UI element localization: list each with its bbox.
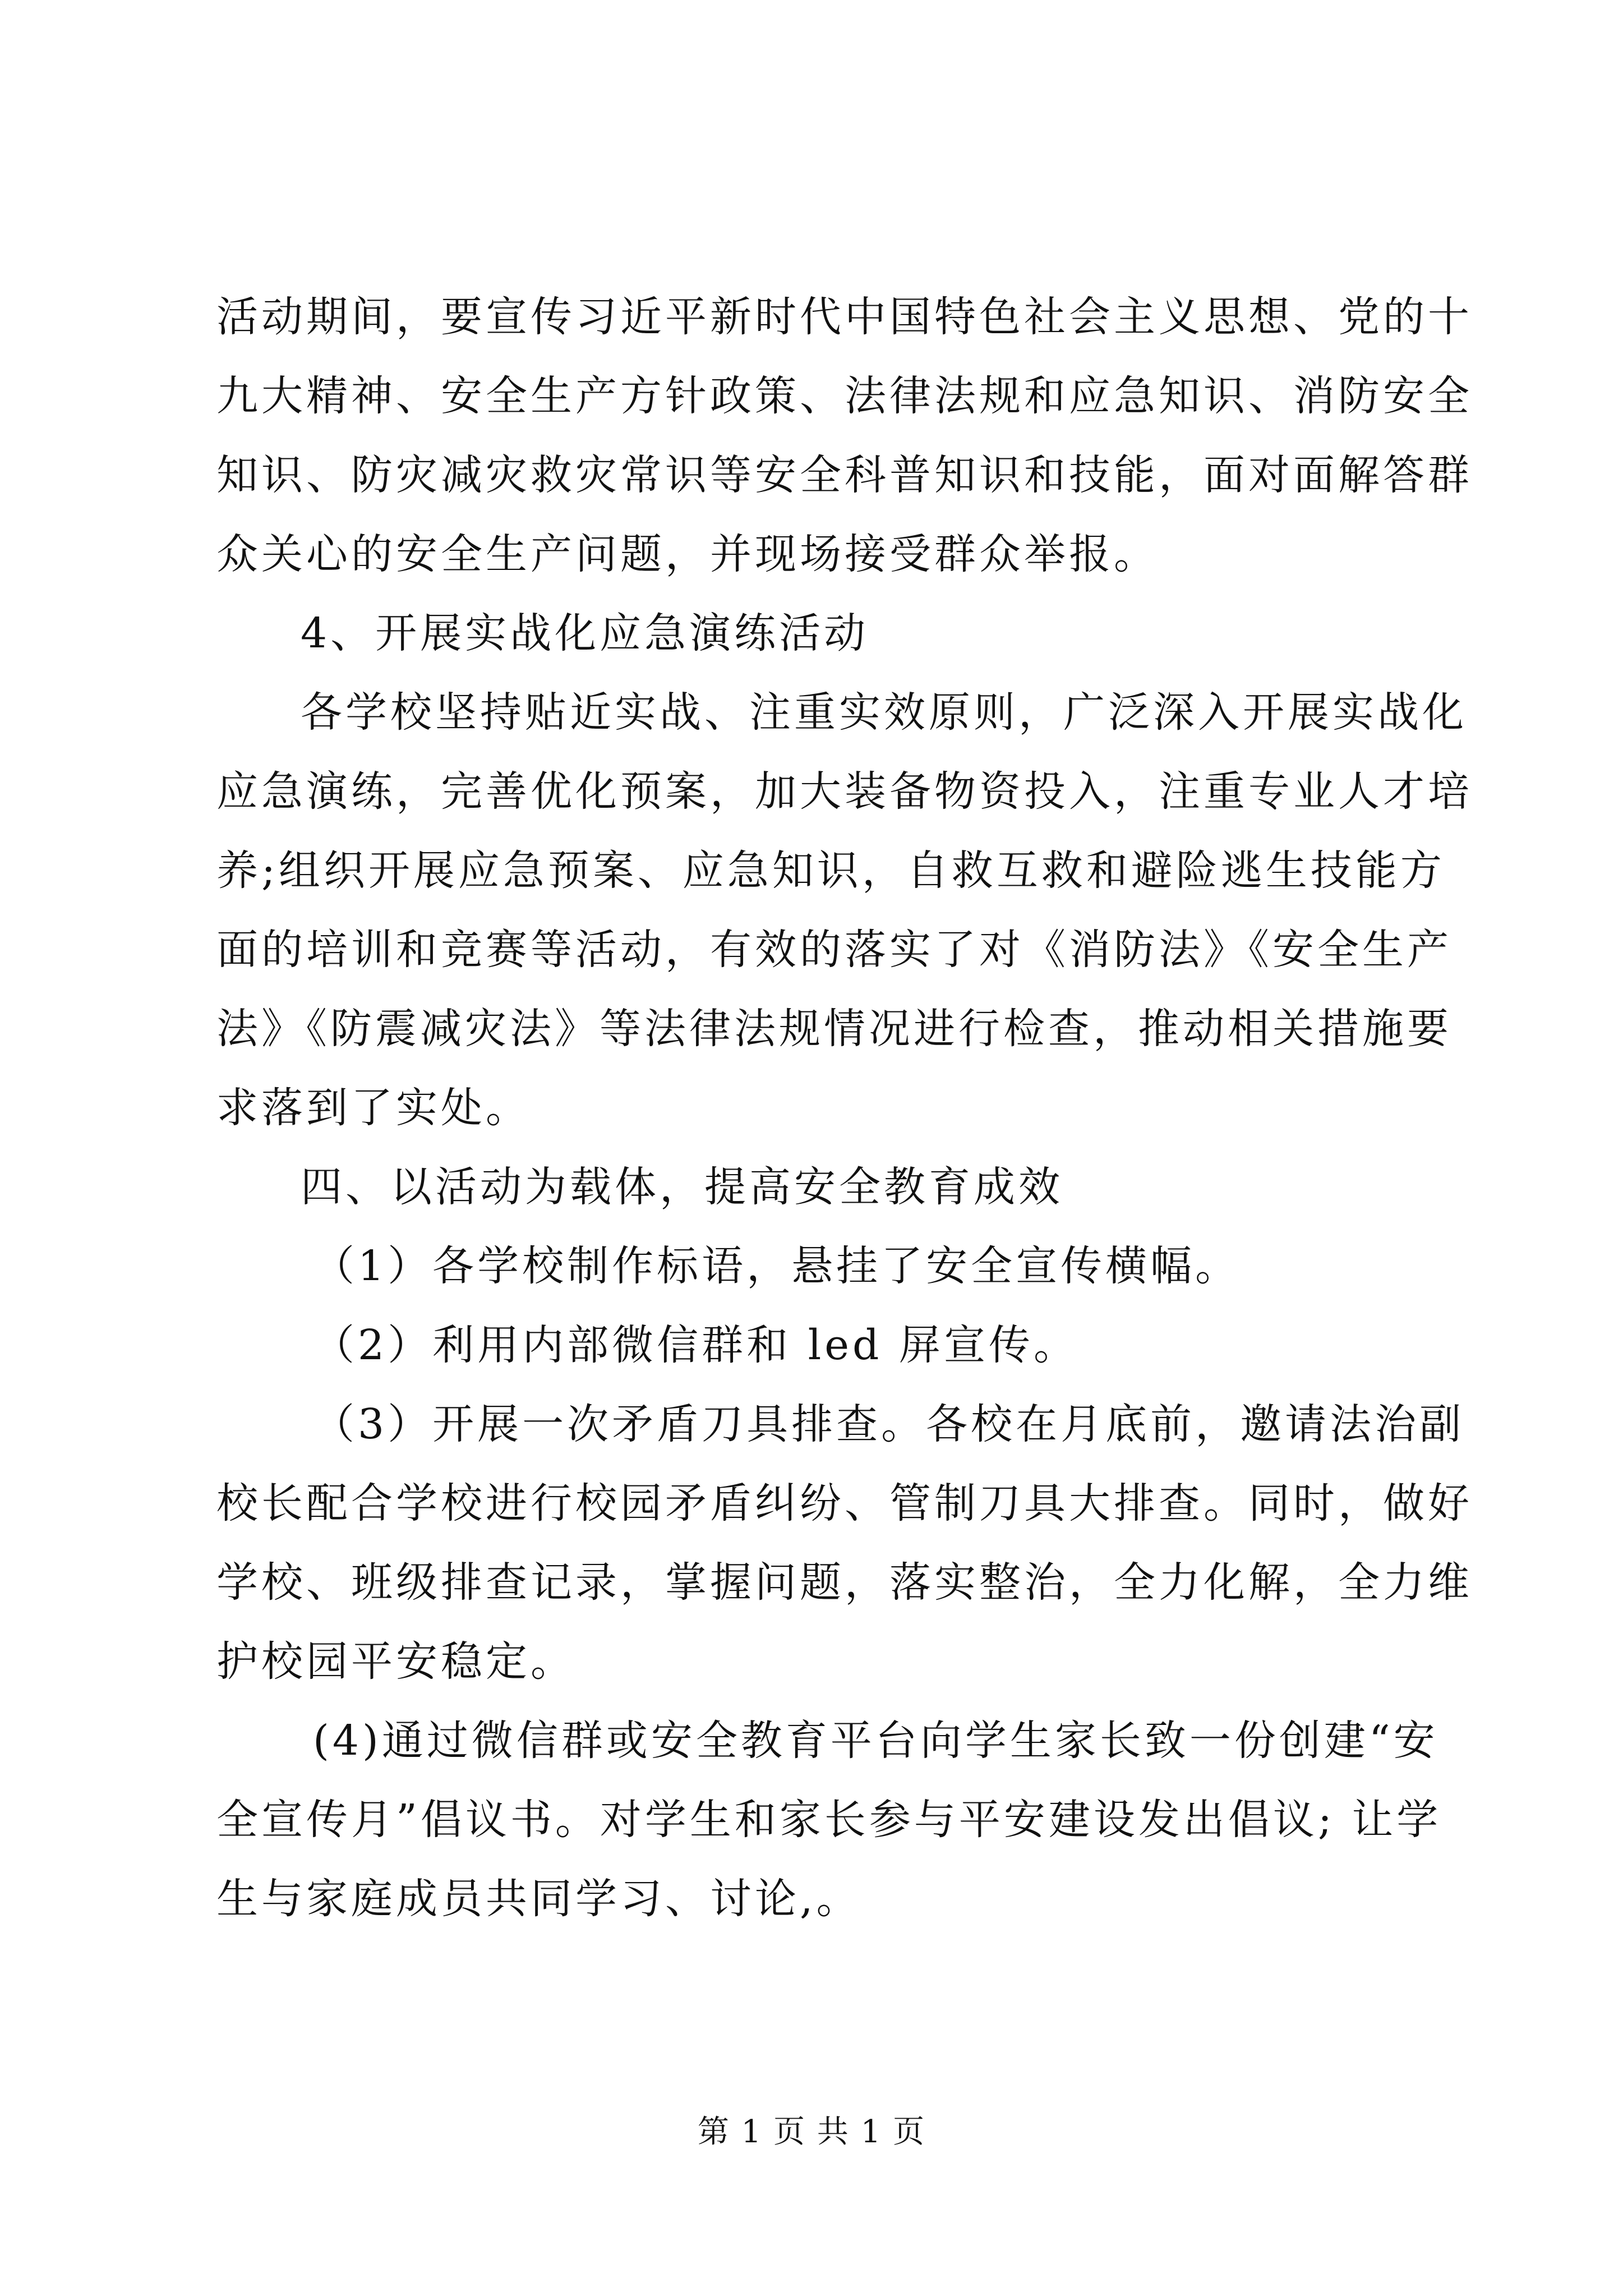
paragraph-line: 活动期间，要宣传习近平新时代中国特色社会主义思想、党的十 bbox=[216, 293, 1473, 341]
paragraph-line: 各学校坚持贴近实战、注重实效原则，广泛深入开展实战化 bbox=[301, 688, 1467, 737]
paragraph-line: 九大精神、安全生产方针政策、法律法规和应急知识、消防安全 bbox=[216, 372, 1473, 420]
list-item: (4)通过微信群或安全教育平台向学生家长致一份创建“安 bbox=[313, 1717, 1438, 1765]
paragraph-line: 全宣传月”倡议书。对学生和家长参与平安建设发出倡议; 让学 bbox=[216, 1796, 1442, 1844]
section-heading: 4、开展实战化应急演练活动 bbox=[301, 609, 869, 657]
paragraph-line: 生与家庭成员共同学习、讨论,。 bbox=[216, 1875, 861, 1923]
list-item: （3）开展一次矛盾刀具排查。各校在月底前，邀请法治副 bbox=[313, 1400, 1465, 1448]
document-body bbox=[216, 278, 1473, 1939]
paragraph-line: 知识、防灾减灾救灾常识等安全科普知识和技能，面对面解答群 bbox=[216, 451, 1473, 499]
paragraph-line: 求落到了实处。 bbox=[216, 1084, 531, 1132]
paragraph-line: 法》《防震减灾法》等法律法规情况进行检查，推动相关措施要 bbox=[216, 1005, 1452, 1053]
paragraph-line: 面的培训和竞赛等活动，有效的落实了对《消防法》《安全生产 bbox=[216, 926, 1452, 974]
paragraph-line: 养;组织开展应急预案、应急知识，自救互救和避险逃生技能方 bbox=[216, 846, 1445, 895]
section-heading: 四、以活动为载体，提高安全教育成效 bbox=[301, 1163, 1063, 1211]
list-item: （1）各学校制作标语，悬挂了安全宣传横幅。 bbox=[313, 1242, 1241, 1290]
paragraph-line: 应急演练，完善优化预案，加大装备物资投入，注重专业人才培 bbox=[216, 767, 1473, 816]
paragraph-line: 校长配合学校进行校园矛盾纠纷、管制刀具大排查。同时，做好 bbox=[216, 1479, 1473, 1527]
paragraph-line: 学校、班级排查记录，掌握问题，落实整治，全力化解，全力维 bbox=[216, 1558, 1473, 1607]
list-item: （2）利用内部微信群和 led 屏宣传。 bbox=[313, 1321, 1078, 1369]
page-footer: 第 1 页 共 1 页 bbox=[697, 2114, 926, 2150]
paragraph-line: 众关心的安全生产问题，并现场接受群众举报。 bbox=[216, 530, 1159, 578]
paragraph-line: 护校园平安稳定。 bbox=[216, 1637, 575, 1686]
